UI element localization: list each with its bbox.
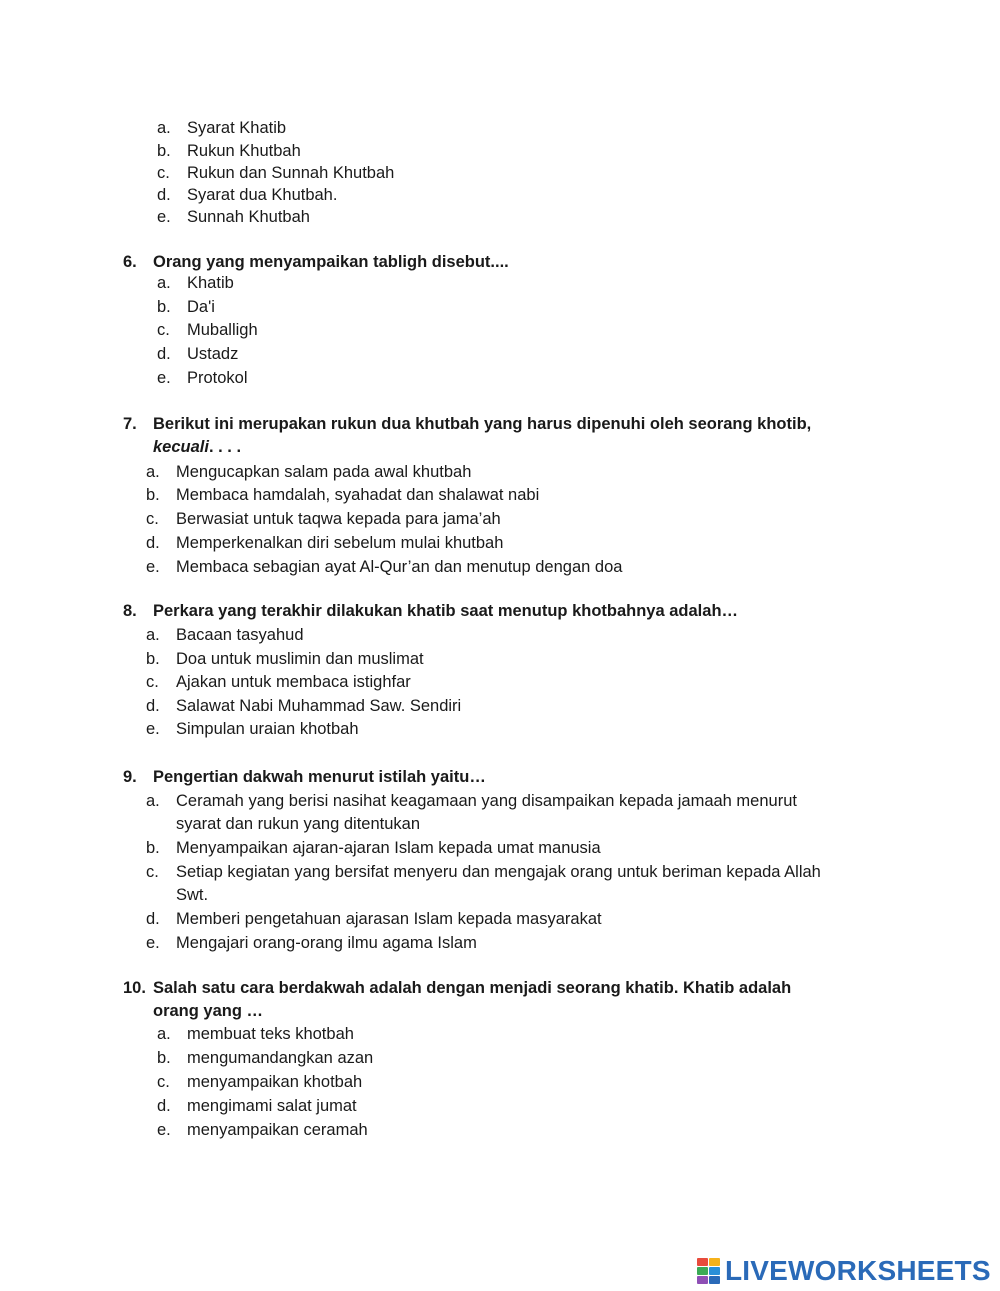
liveworksheets-logo[interactable] [697, 1256, 993, 1286]
question-text: Orang yang menyampaikan tabligh disebut.... [153, 253, 509, 271]
question-text: Perkara yang terakhir dilakukan khatib saat menutup khotbahnya adalah… [153, 602, 739, 620]
logo-blocks-icon [697, 1258, 721, 1284]
question-text-line2: kecuali. . . . [153, 438, 242, 456]
question-text: Pengertian dakwah menurut istilah yaitu… [153, 768, 486, 786]
question-keyword: kecuali [153, 438, 209, 456]
question-text: Salah satu cara berdakwah adalah dengan menjadi seorang khatib. Khatib adalah [153, 979, 792, 997]
question-number: 9. [123, 768, 137, 786]
question-number: 10. [123, 979, 146, 997]
question-text: Berikut ini merupakan rukun dua khutbah yang harus dipenuhi oleh seorang khotib, [153, 415, 812, 433]
option-text-line2: syarat dan rukun yang ditentukan [176, 815, 420, 833]
option-text-line2: Swt. [176, 886, 209, 904]
logo-text: LIVEWORKSHEETS [725, 1255, 991, 1286]
question-text-line2: orang yang … [153, 1002, 264, 1020]
question-number: 6. [123, 253, 137, 271]
question-number: 7. [123, 415, 137, 433]
question-number: 8. [123, 602, 137, 620]
